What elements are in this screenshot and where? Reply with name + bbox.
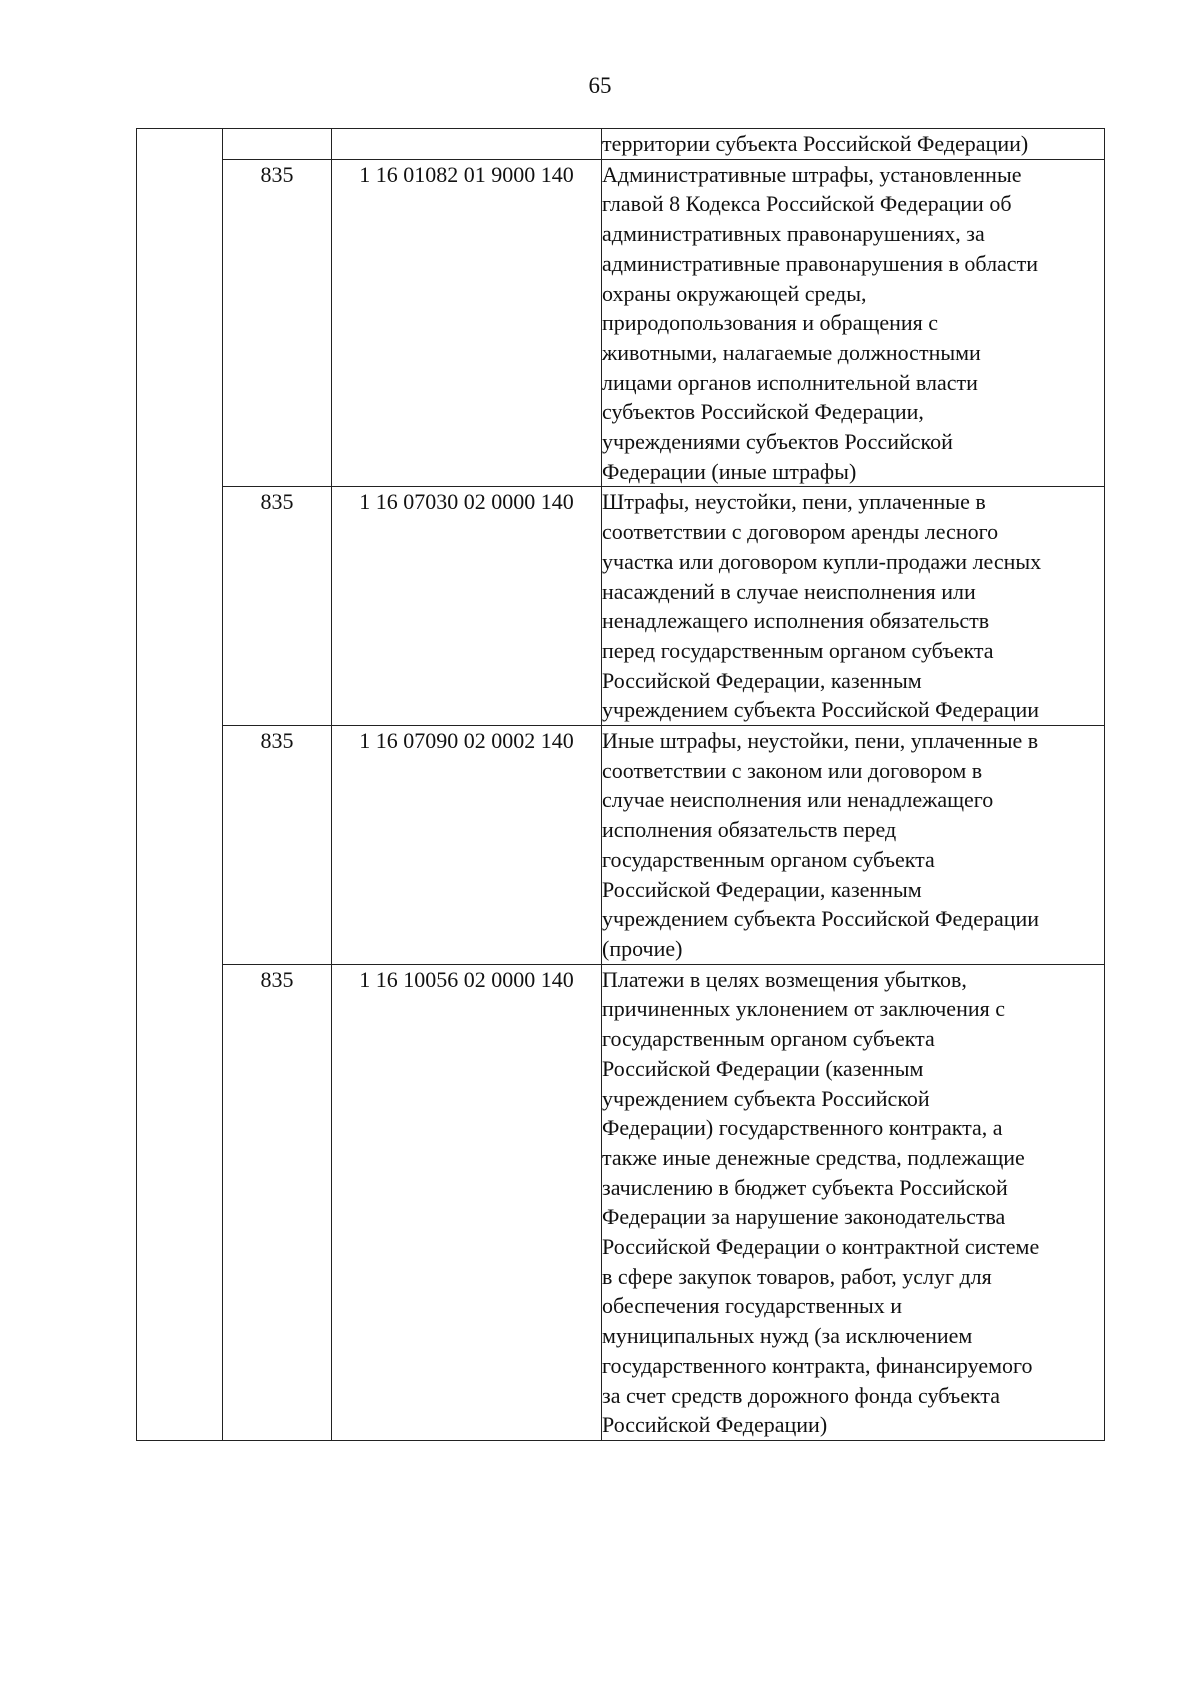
description-line: учреждениями субъектов Российской: [602, 429, 953, 455]
description-line: соответствии с законом или договором в: [602, 757, 983, 783]
description-cell: [602, 964, 1105, 1440]
description-line: Российской Федерации): [602, 1412, 828, 1438]
kbk-code-cell: 1 16 01082 01 9000 140: [332, 159, 602, 487]
description-line: Платежи в целях возмещения убытков,: [602, 966, 967, 992]
description-line: муниципальных нужд (за исключением: [602, 1323, 973, 1349]
description-line: Штрафы, неустойки, пени, уплаченные в: [602, 489, 986, 515]
description-line: учреждением субъекта Российской Федерации: [602, 906, 1040, 932]
description-line: в сфере закупок товаров, работ, услуг для: [602, 1263, 992, 1289]
admin-code-cell: 835: [223, 159, 332, 487]
description-cell: [602, 726, 1105, 965]
description-line: животными, налагаемые должностными: [602, 339, 981, 365]
description-line: соответствии с договором аренды лесного: [602, 519, 999, 545]
description-line: государственного контракта, финансируемого: [602, 1352, 1033, 1378]
description-line: главой 8 Кодекса Российской Федерации об: [602, 191, 1012, 217]
admin-code-cell: 835: [223, 487, 332, 726]
description-line: (прочие): [602, 935, 683, 961]
description-line: административных правонарушениях, за: [602, 221, 985, 247]
description-line: лицами органов исполнительной власти: [602, 369, 978, 395]
description-line: субъектов Российской Федерации,: [602, 399, 924, 425]
budget-codes-table: [136, 128, 1105, 1441]
description-line: Российской Федерации о контрактной системе: [602, 1234, 1040, 1260]
page-number: 65: [588, 73, 612, 98]
description-line: Федерации) государственного контракта, а: [602, 1115, 1003, 1141]
description-line: Федерации за нарушение законодательства: [602, 1204, 1006, 1230]
description-cell: [602, 487, 1105, 726]
description-line: насаждений в случае неисполнения или: [602, 578, 976, 604]
table-row: [137, 964, 1105, 1440]
description-line: административные правонарушения в области: [602, 250, 1038, 276]
admin-code-cell: [223, 129, 332, 160]
description-line: государственным органом субъекта: [602, 846, 935, 872]
description-line: случае неисполнения или ненадлежащего: [602, 787, 994, 813]
kbk-code-cell: 1 16 07090 02 0002 140: [332, 726, 602, 965]
description-line: Российской Федерации, казенным: [602, 876, 922, 902]
description-line: исполнения обязательств перед: [602, 817, 897, 843]
description-line: зачислению в бюджет субъекта Российской: [602, 1174, 1008, 1200]
description-line: обеспечения государственных и: [602, 1293, 903, 1319]
admin-code-cell: 835: [223, 726, 332, 965]
kbk-code-cell: 1 16 10056 02 0000 140: [332, 964, 602, 1440]
description-line: ненадлежащего исполнения обязательств: [602, 608, 990, 634]
description-line: государственным органом субъекта: [602, 1026, 935, 1052]
description-line: учреждением субъекта Российской: [602, 1085, 930, 1111]
description-line: Иные штрафы, неустойки, пени, уплаченные в: [602, 728, 1039, 754]
kbk-code-cell: [332, 129, 602, 160]
description-cell: [602, 129, 1105, 160]
description-line: учреждением субъекта Российской Федерации: [602, 697, 1040, 723]
description-line: участка или договором купли-продажи лесных: [602, 548, 1042, 574]
description-line: Федерации (иные штрафы): [602, 458, 857, 484]
description-line: также иные денежные средства, подлежащие: [602, 1144, 1025, 1170]
description-line: перед государственным органом субъекта: [602, 637, 994, 663]
table-row-continuation: [137, 129, 1105, 160]
description-line: Российской Федерации, казенным: [602, 667, 922, 693]
description-line: территории субъекта Российской Федерации): [602, 131, 1029, 156]
table-row: [137, 159, 1105, 487]
table-row: [137, 726, 1105, 965]
description-cell: [602, 159, 1105, 487]
admin-code-cell: 835: [223, 964, 332, 1440]
description-line: за счет средств дорожного фонда субъекта: [602, 1382, 1001, 1408]
description-line: охраны окружающей среды,: [602, 280, 867, 306]
description-line: Российской Федерации (казенным: [602, 1055, 924, 1081]
description-line: причиненных уклонением от заключения с: [602, 996, 1005, 1022]
description-line: природопользования и обращения с: [602, 310, 939, 336]
kbk-code-cell: 1 16 07030 02 0000 140: [332, 487, 602, 726]
description-line: Административные штрафы, установленные: [602, 161, 1022, 187]
blank-cell: [137, 129, 223, 1441]
table-row: [137, 487, 1105, 726]
